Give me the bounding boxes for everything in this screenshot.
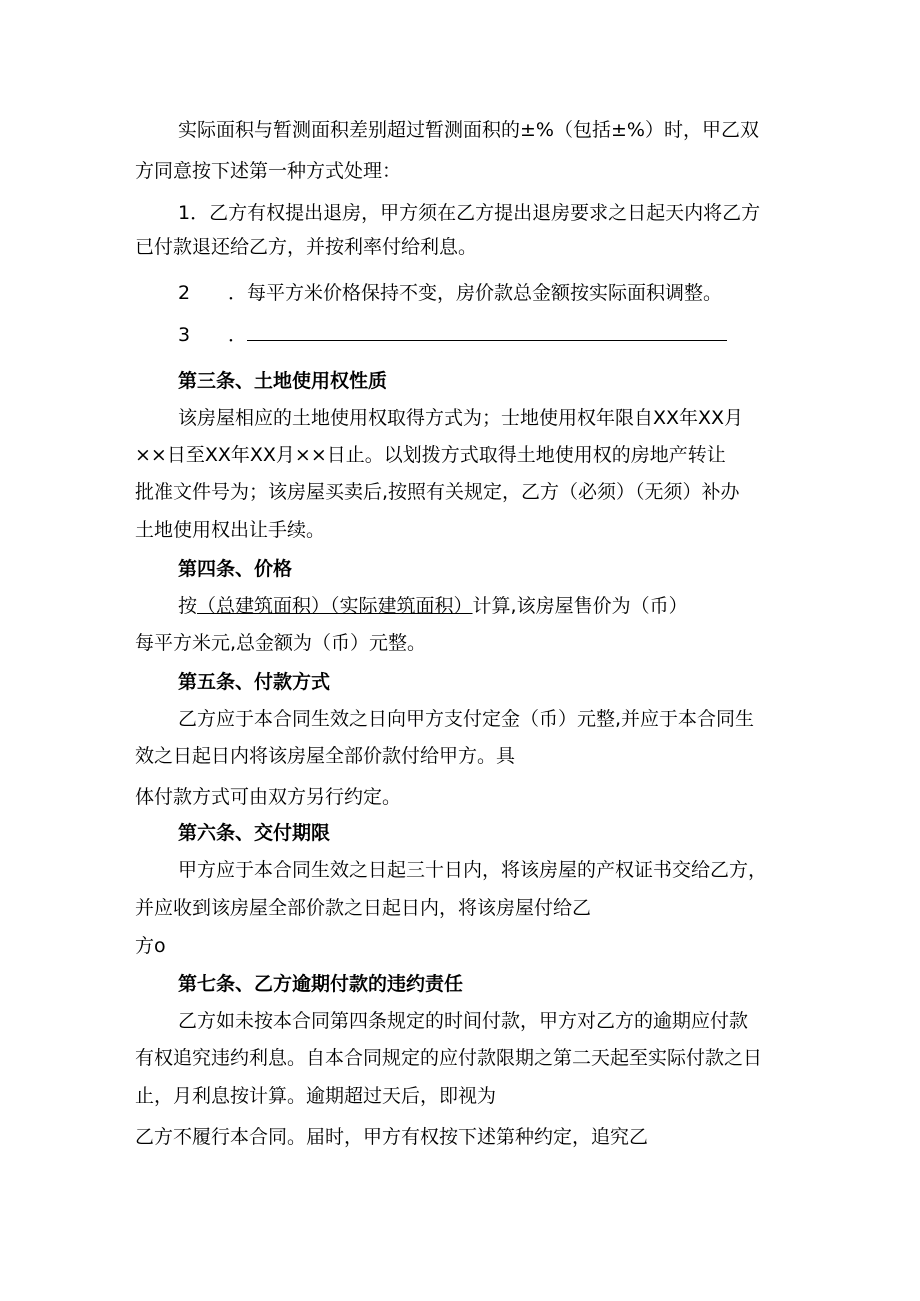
paragraph-line: 效之日起日内将该房屋全部价款付给甲方。具 xyxy=(135,745,516,767)
section-heading: 第七条、乙方逾期付款的违约责任 xyxy=(178,973,464,995)
paragraph-line: 批准文件号为；该房屋买卖后,按照有关规定，乙方（必须）（无须）补办 xyxy=(135,481,740,503)
paragraph-line: 体付款方式可由双方另行约定。 xyxy=(135,786,402,808)
paragraph-line: 土地使用权出让手续。 xyxy=(135,519,326,541)
list-item-1 xyxy=(178,201,760,225)
list-item-3 xyxy=(178,322,727,347)
paragraph-line: 方同意按下述第一种方式处理： xyxy=(135,160,402,182)
paragraph-line: 乙方如未按本合同第四条规定的时间付款，甲方对乙方的逾期应付款 xyxy=(178,1010,749,1032)
section-heading: 第三条、土地使用权性质 xyxy=(178,370,388,392)
paragraph-line: 止，月利息按计算。逾期超过天后，即视为 xyxy=(135,1085,497,1107)
list-text: ． xyxy=(228,324,248,346)
paragraph-line: 并应收到该房屋全部价款之日起日内，将该房屋付给乙 xyxy=(135,897,592,919)
section-heading: 第四条、价格 xyxy=(178,558,293,580)
list-item-2 xyxy=(178,281,722,305)
list-text: ．乙方有权提出退房，甲方须在乙方提出退房要求之日起天内将乙方 xyxy=(190,202,761,224)
list-number: 3 xyxy=(178,324,191,346)
list-text: ．每平方米价格保持不变，房价款总金额按实际面积调整。 xyxy=(228,282,723,304)
paragraph-line: 有权追究违约利息。自本合同规定的应付款限期之第二天起至实际付款之日 xyxy=(135,1047,763,1069)
paragraph-line: 方o xyxy=(135,935,166,957)
paragraph-line: 实际面积与暂测面积差别超过暂测面积的±%（包括±%）时，甲乙双 xyxy=(178,119,759,141)
list-number: 1 xyxy=(178,202,191,224)
paragraph-line: ××日至XX年XX月××日止。以划拨方式取得土地使用权的房地产转让 xyxy=(135,444,726,466)
list-number: 2 xyxy=(178,282,191,304)
price-line xyxy=(178,594,688,618)
paragraph-line: 每平方米元,总金额为（币）元整。 xyxy=(135,632,427,654)
section-heading: 第五条、付款方式 xyxy=(178,671,331,693)
price-prefix: 按 xyxy=(178,595,198,617)
paragraph-line: 该房屋相应的土地使用权取得方式为；士地使用权年限自XX年XX月 xyxy=(178,407,744,429)
price-suffix: 计算,该房屋售价为（币） xyxy=(472,595,688,617)
paragraph-line: 乙方应于本合同生效之日向甲方支付定金（币）元整,并应于本合同生 xyxy=(178,708,755,730)
price-basis: （总建筑面积）（实际建筑面积） xyxy=(197,595,473,617)
paragraph-line: 甲方应于本合同生效之日起三十日内，将该房屋的产权证书交给乙方， xyxy=(178,859,768,881)
section-heading: 第六条、交付期限 xyxy=(178,822,331,844)
fill-in-blank xyxy=(247,322,727,341)
paragraph-line: 乙方不履行本合同。届时，甲方有权按下述第种约定，追究乙 xyxy=(135,1126,649,1148)
paragraph-line: 已付款退还给乙方，并按利率付给利息。 xyxy=(135,236,478,258)
